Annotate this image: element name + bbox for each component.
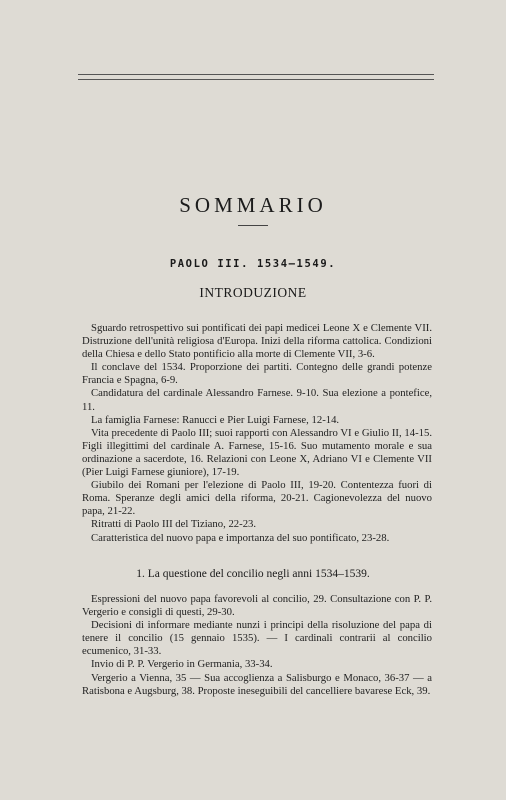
- intro-paragraph: Giubilo dei Romani per l'elezione di Paolo III, 19-20. Contentezza fuori di Roma. Speranze degli amici della riforma, 20-21. Cagionevolezza del nuovo papa, 21-22.: [82, 479, 432, 518]
- intro-paragraph: Caratteristica del nuovo papa e importanza del suo pontificato, 23-28.: [91, 531, 390, 544]
- title-underline: [238, 225, 268, 226]
- intro-paragraph: Vita precedente di Paolo III; suoi rapporti con Alessandro VI e Giulio II, 14-15. Figli illegittimi del cardinale A. Farnese, 15-16. Suo mutamento morale e sua ordinazione a sacerdote, 16. Relazioni con Leone X, Adriano VI e Clemente VII (Pier Luigi Farnese giuniore), 17-19.: [82, 426, 432, 479]
- section-paragraph: Espressioni del nuovo papa favorevoli al concilio, 29. Consultazione con P. P. Vergerio e consigli di questi, 29-30.: [82, 593, 432, 619]
- intro-heading: INTRODUZIONE: [199, 285, 307, 300]
- header-double-rule: [78, 74, 434, 80]
- section-heading: 1. La questione del concilio negli anni 1534–1539.: [136, 568, 370, 580]
- intro-paragraph: Il conclave del 1534. Proporzione dei partiti. Contegno delle grandi potenze Francia e Spagna, 6-9.: [82, 361, 432, 387]
- section-paragraph: Vergerio a Vienna, 35 — Sua accoglienza a Salisburgo e Monaco, 36-37 — a Ratisbona e Augsburg, 38. Proposte ineseguibili del cancelliere bavarese Eck, 39.: [82, 671, 432, 697]
- intro-paragraph: La famiglia Farnese: Ranucci e Pier Luigi Farnese, 12-14.: [91, 413, 340, 426]
- section-summary: [82, 593, 432, 698]
- intro-summary: [82, 322, 432, 545]
- intro-paragraph: Sguardo retrospettivo sui pontificati dei papi medicei Leone X e Clemente VII. Distruzione dell'unità religiosa d'Europa. Inizi della riforma cattolica. Condizioni della Chiesa e dello Stato pontificio alla morte di Clemente VII, 3-6.: [82, 322, 432, 361]
- page-title: SOMMARIO: [179, 193, 327, 217]
- intro-paragraph: Candidatura del cardinale Alessandro Farnese. 9-10. Sua elezione a pontefice, 11.: [82, 387, 432, 413]
- intro-paragraph: Ritratti di Paolo III del Tiziano, 22-23.: [91, 518, 257, 531]
- section-paragraph: Decisioni di informare mediante nunzi i principi della risoluzione del papa di tenere il concilio (15 gennaio 1535). — I cardinali contrarii al concilio ecumenico, 31-33.: [82, 619, 432, 658]
- section-paragraph: Invio di P. P. Vergerio in Germania, 33-34.: [91, 658, 273, 671]
- pope-heading: PAOLO III. 1534–1549.: [169, 258, 337, 270]
